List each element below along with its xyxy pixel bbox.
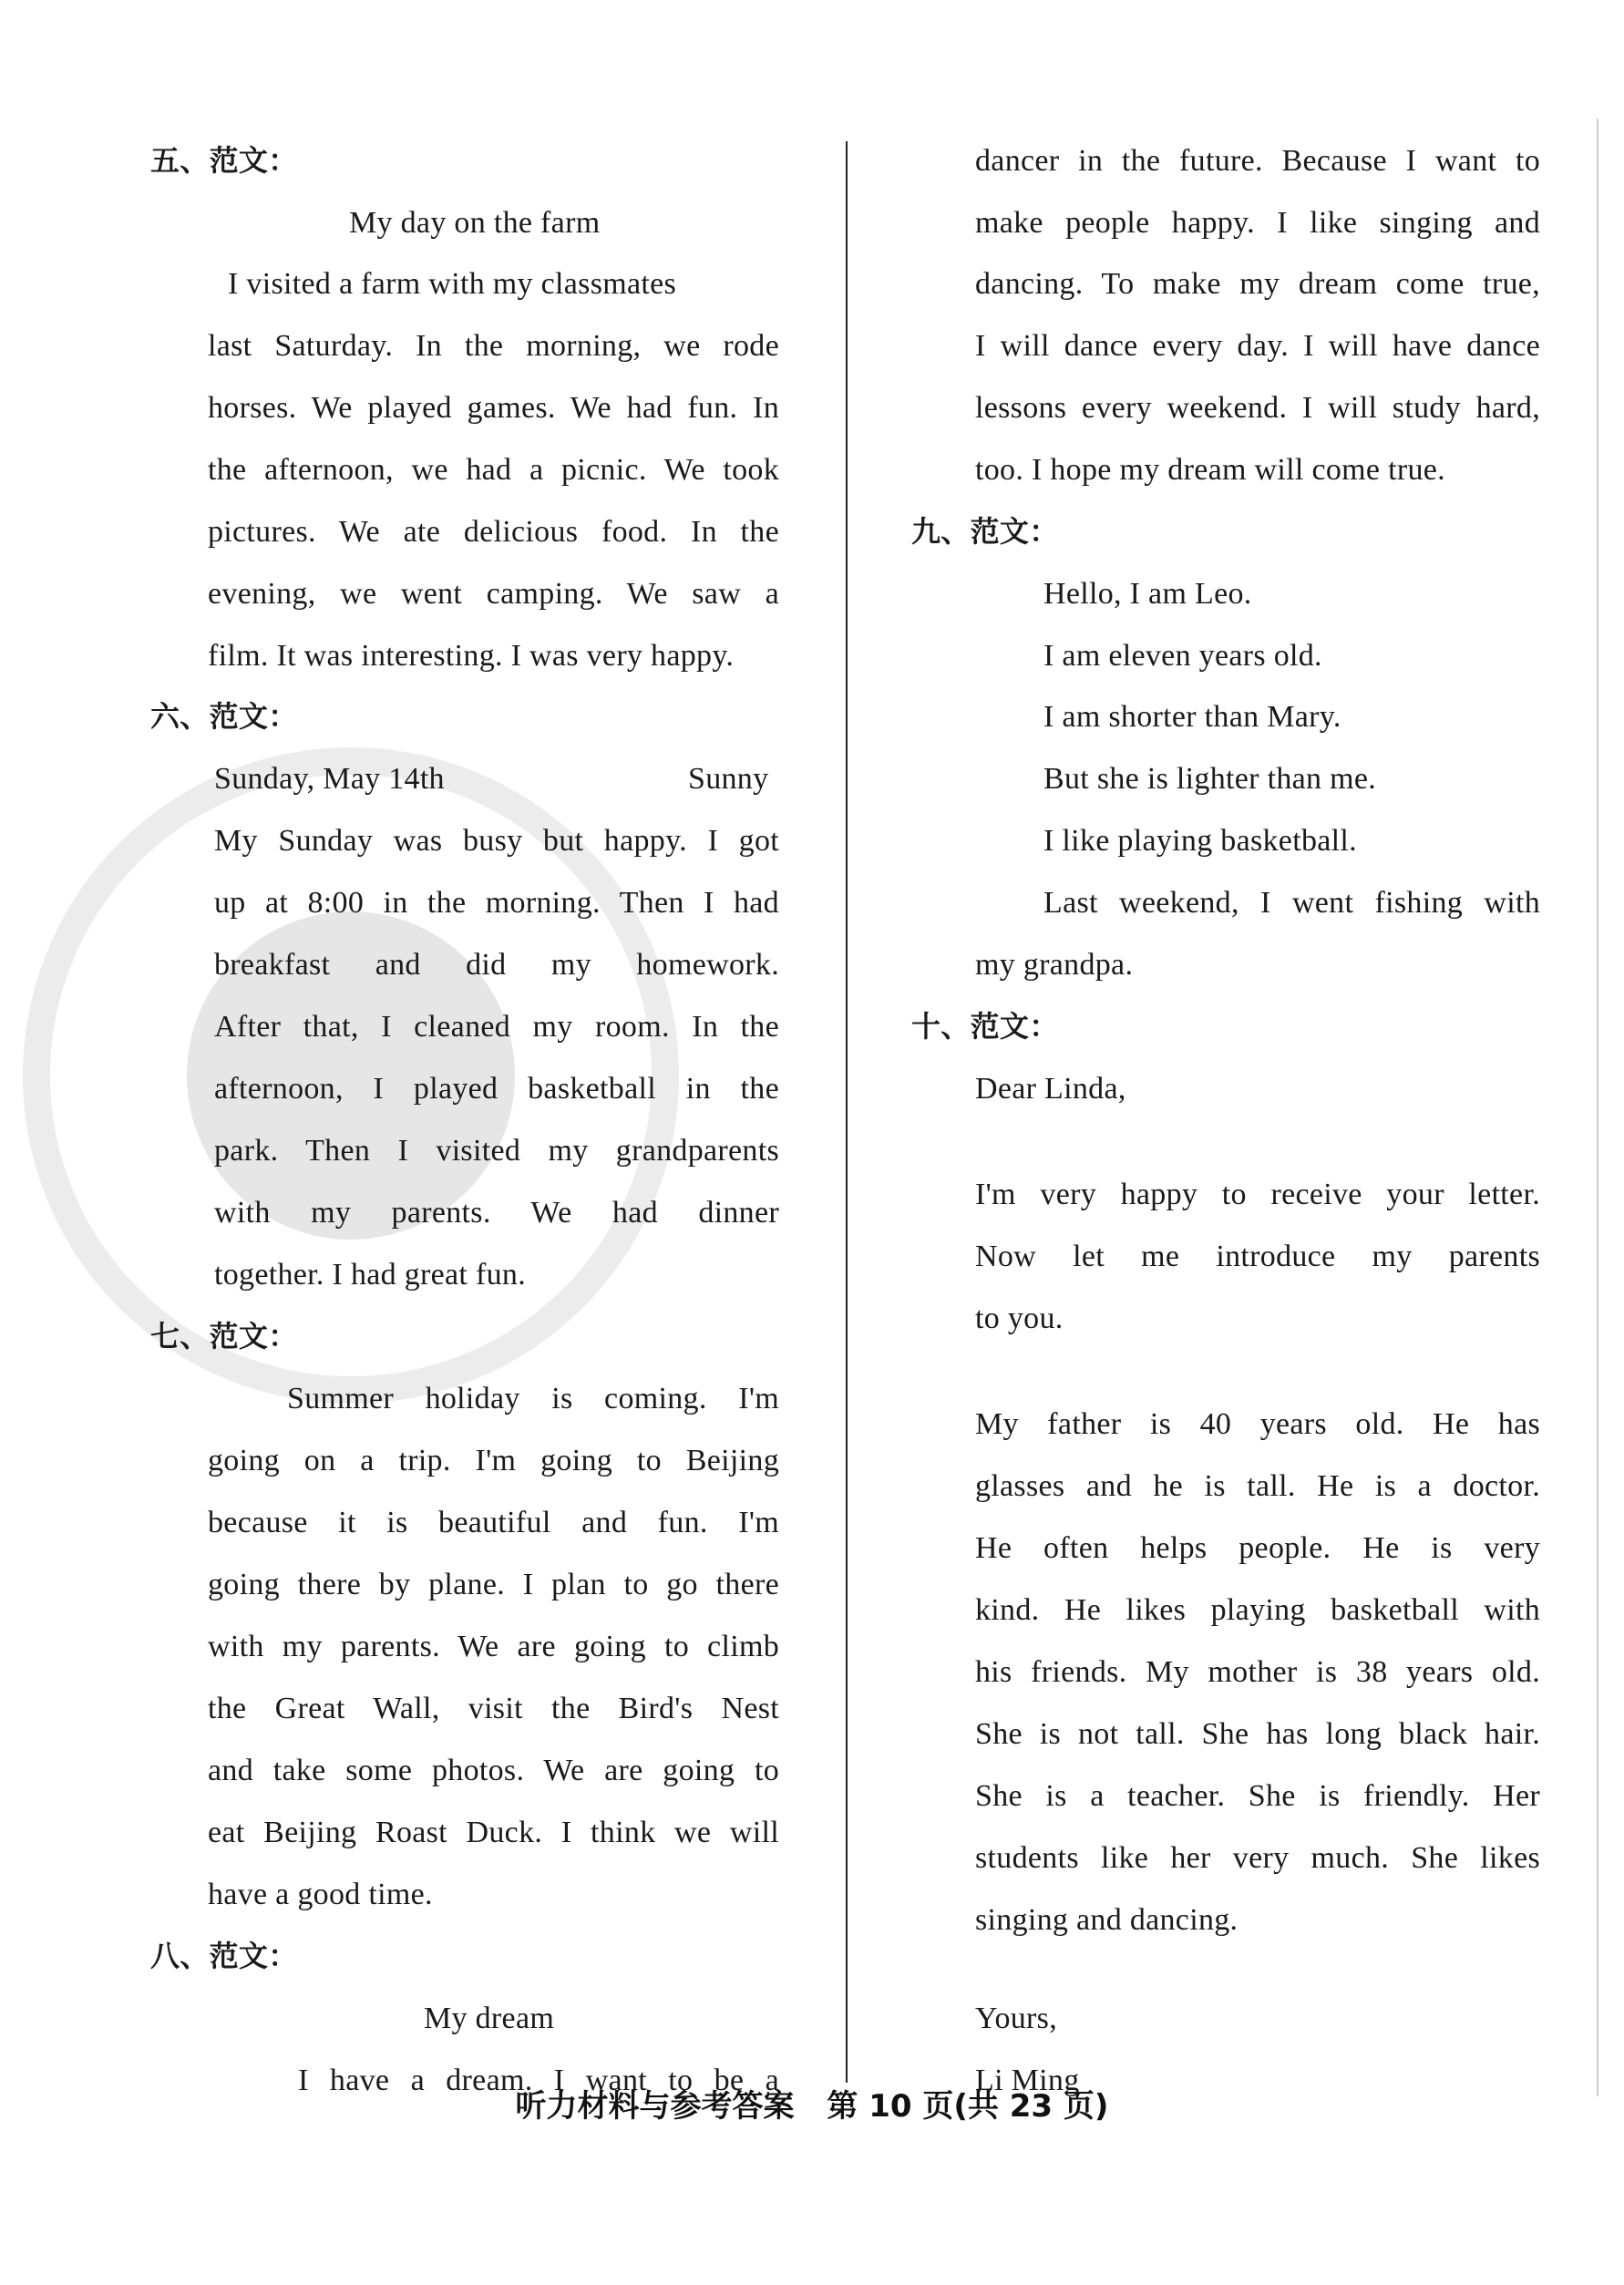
section-6-line: breakfast and did my homework. [214,948,779,982]
letter-signature: Li Ming [975,2064,1080,2097]
section-8-line: I have a dream. I want to be a [298,2064,779,2097]
letter-greeting: Dear Linda, [975,1072,1126,1106]
section-7-line: because it is beautiful and fun. I'm [208,1506,779,1539]
section-8-cont-line: I will dance every day. I will have dance [975,329,1540,363]
section-8-cont-line: make people happy. I like singing and [975,206,1540,240]
section-5-line: last Saturday. In the morning, we rode [208,329,779,363]
section-7-line: the Great Wall, visit the Bird's Nest [208,1692,779,1725]
letter-p2-line: kind. He likes playing basketball with [975,1593,1540,1627]
section-5-title: My day on the farm [349,206,601,240]
footer-page-number: 第 10 页(共 23 页) [827,2088,1109,2125]
column-divider [846,141,848,2083]
section-6-line: up at 8:00 in the morning. Then I had [214,886,779,920]
section-9-line: I am shorter than Mary. [1043,700,1341,734]
section-9-heading: 九、范文： [911,514,1059,549]
section-5-heading: 五、范文： [150,143,298,178]
footer-title: 听力材料与参考答案 [515,2088,795,2125]
section-8-cont-line: dancing. To make my dream come true, [975,267,1540,301]
section-10-heading: 十、范文： [911,1009,1059,1044]
section-7-line: and take some photos. We are going to [208,1754,779,1787]
letter-p1-line: to you. [975,1302,1064,1335]
section-6-weather: Sunny [688,762,769,796]
letter-p2-line: singing and dancing. [975,1903,1239,1937]
section-5-line: evening, we went camping. We saw a [208,577,779,611]
section-6-line: My Sunday was busy but happy. I got [214,824,779,858]
section-5-line: horses. We played games. We had fun. In [208,391,779,425]
letter-p2-line: She is not tall. She has long black hair. [975,1717,1540,1751]
section-7-line: going on a trip. I'm going to Beijing [208,1444,779,1477]
letter-p2-line: glasses and he is tall. He is a doctor. [975,1469,1540,1503]
section-7-line: have a good time. [208,1878,433,1911]
page-footer [0,2081,1624,2125]
section-7-line: Summer holiday is coming. I'm [287,1382,779,1415]
section-8-cont-line: dancer in the future. Because I want to [975,144,1540,178]
section-7-heading: 七、范文： [150,1319,298,1354]
letter-p2-line: My father is 40 years old. He has [975,1407,1540,1441]
letter-p2-line: He often helps people. He is very [975,1531,1540,1565]
section-8-cont-line: lessons every weekend. I will study hard, [975,391,1540,425]
section-6-line: park. Then I visited my grandparents [214,1134,779,1168]
section-9-line: Hello, I am Leo. [1043,577,1252,611]
section-9-line: I like playing basketball. [1043,824,1357,858]
letter-p1-line: Now let me introduce my parents [975,1240,1540,1273]
section-8-heading: 八、范文： [150,1939,298,1973]
section-6-heading: 六、范文： [150,699,298,734]
section-7-line: with my parents. We are going to climb [208,1630,779,1663]
section-5-line: I visited a farm with my classmates [228,267,677,301]
section-6-line: with my parents. We had dinner [214,1196,779,1230]
section-6-line: together. I had great fun. [214,1258,527,1292]
section-6-line: After that, I cleaned my room. In the [214,1010,779,1044]
section-5-line: film. It was interesting. I was very happy. [208,639,735,673]
section-5-line: pictures. We ate delicious food. In the [208,515,779,549]
section-9-line: I am eleven years old. [1043,639,1322,673]
letter-closing: Yours, [975,2002,1058,2035]
section-8-cont-line: too. I hope my dream will come true. [975,453,1445,487]
letter-p2-line: his friends. My mother is 38 years old. [975,1655,1540,1689]
section-8-title: My dream [424,2002,555,2035]
letter-p2-line: students like her very much. She likes [975,1841,1540,1875]
section-6-date: Sunday, May 14th [214,762,445,796]
letter-p1-line: I'm very happy to receive your letter. [975,1178,1540,1211]
section-9-line: But she is lighter than me. [1043,762,1377,796]
section-9-line: Last weekend, I went fishing with [1043,886,1540,920]
page-edge-line [1597,118,1598,2096]
section-6-line: afternoon, I played basketball in the [214,1072,779,1106]
letter-p2-line: She is a teacher. She is friendly. Her [975,1779,1540,1813]
section-7-line: going there by plane. I plan to go there [208,1568,779,1601]
section-7-line: eat Beijing Roast Duck. I think we will [208,1816,779,1849]
section-9-line: my grandpa. [975,948,1134,982]
section-5-line: the afternoon, we had a picnic. We took [208,453,779,487]
